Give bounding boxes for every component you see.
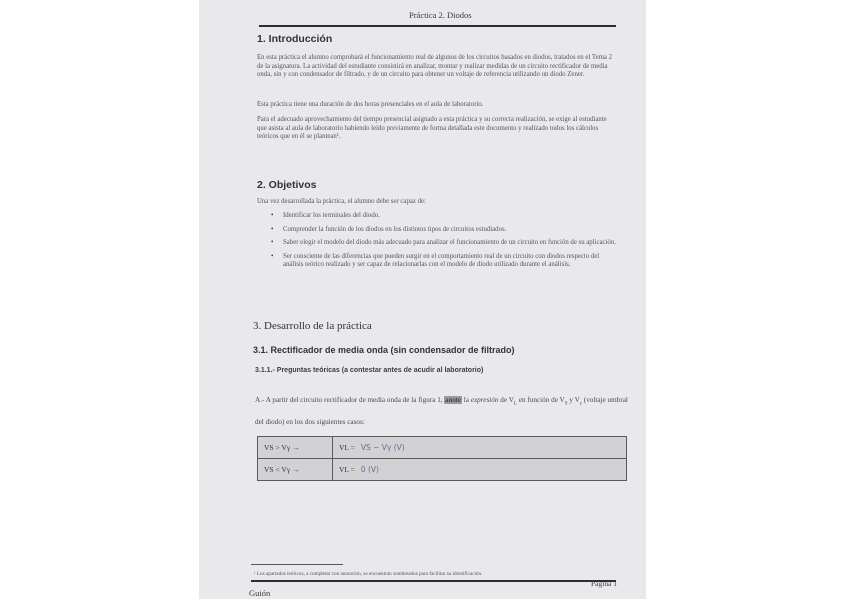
development-heading: 3. Desarrollo de la práctica [253,320,372,332]
table-row [258,437,627,459]
case-condition: VS > Vγ → [258,437,333,459]
running-header: Práctica 2. Diodos [409,10,472,20]
case-answer-cell: VL = VS − Vγ (V) [333,437,627,459]
case-condition: VS < Vγ → [258,459,333,481]
section-3-1-heading: 3.1. Rectificador de media onda (sin condensador de filtrado) [253,345,515,355]
intro-heading: 1. Introducción [257,33,333,45]
highlight-anote: anote [445,396,461,404]
intro-paragraph-1: En esta práctica el alumno comprobará el funcionamiento real de algunos de los circuitos basados en diodos, tratados en el Tema 2 de la asignatura. La actividad del estudiante consistirá en analizar, montar y realizar medidas de un circuito rectificador de media onda, sin y con condensador de filtrado, y de un circuito para obtener un voltaje de referencia utilizando un diodo Zener. [257,54,612,79]
section-3-1-1-heading: 3.1.1.- Preguntas teóricas (a contestar antes de acudir al laboratorio) [255,367,484,374]
footnote: ¹ Los apartados teóricos, a completar con anotación, se encuentran sombreados para facilitar su identificación. [254,571,483,577]
intro-paragraph-3: Para el adecuado aprovechamiento del tiempo presencial asignado a esta práctica y su correcta realización, se exige al estudiante que asista al aula de laboratorio habiendo leído previamente de forma detallada este documento y realizado todos los cálculos teóricos que en él se plantean¹. [257,116,607,141]
table-row [258,459,627,481]
header-rule [259,25,616,27]
case-answer-cell: VL = 0 (V) [333,459,627,481]
cases-table [257,436,627,481]
footer-label: Guión [249,588,271,598]
handwritten-answer: 0 (V) [360,465,379,474]
objective-item: • Saber elegir el modelo del diodo más adecuado para analizar el funcionamiento de un circuito en función de su aplicación. [271,239,621,248]
objectives-list [271,212,621,275]
intro-paragraph-2: Esta práctica tiene una duración de dos horas presenciales en el aula de laboratorio. [257,101,484,108]
footnote-rule [251,564,343,565]
document-page [199,0,646,599]
objective-item: • Ser consciente de las diferencias que pueden surgir en el comportamiento real de un circuito con diodos respecto del análisis teórico realizado y ser capaz de relacionarlas con el modelo de diodo utilizado durante el análisis. [271,253,621,270]
objectives-heading: 2. Objetivos [257,179,317,191]
footer-rule [251,580,616,582]
handwritten-answer: VS − Vγ (V) [360,443,405,452]
question-a: A.- A partir del circuito rectificador de media onda de la figura 1, anote la expresión de $V_L$ en función de $V_S$ y $V_\gamma$ (voltaje umbral del diodo) en los dos siguientes casos: [255,396,628,427]
objectives-lead: Una vez desarrollada la práctica, el alumno debe ser capaz de: [257,198,426,205]
objective-item: • Identificar los terminales del diodo. [271,212,621,221]
objective-item: • Comprender la función de los diodos en los distintos tipos de circuitos estudiados. [271,226,621,235]
page-number: Página 1 [591,579,618,588]
